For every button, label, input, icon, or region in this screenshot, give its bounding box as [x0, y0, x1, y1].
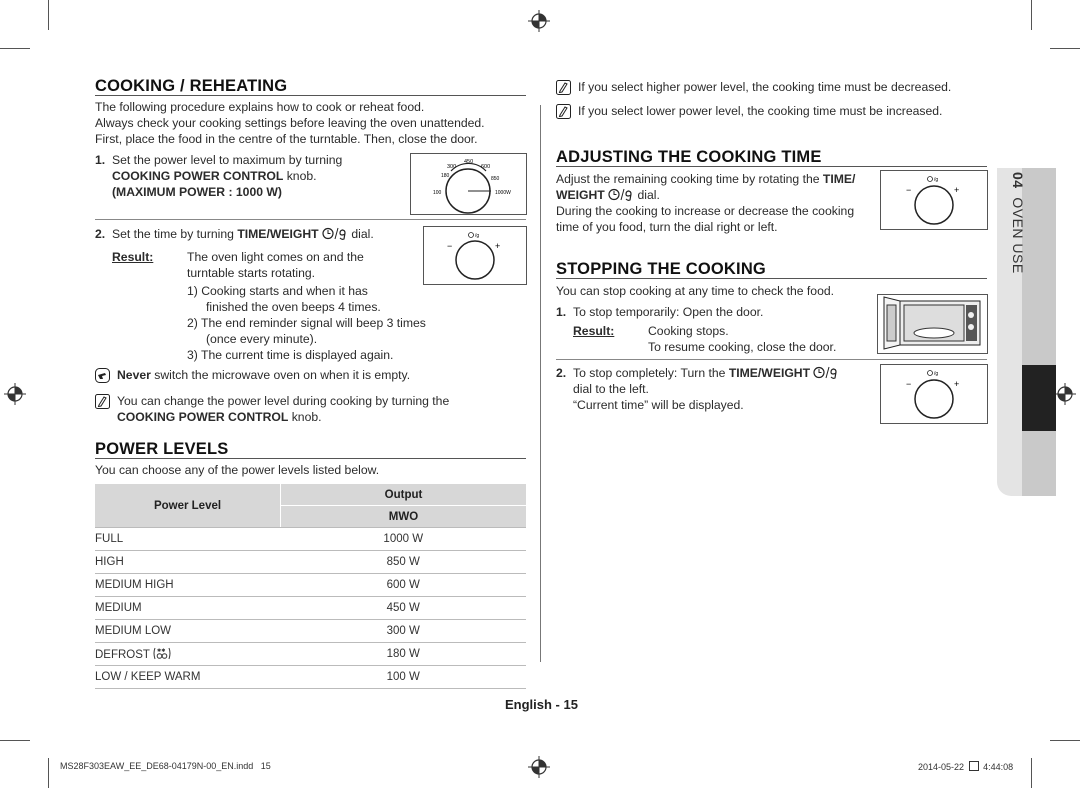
section-divider [556, 166, 987, 167]
power-level-cell: MEDIUM [95, 597, 281, 620]
step-text: To stop temporarily: Open the door. [573, 305, 764, 319]
stop-dial-figure [880, 364, 988, 424]
cooking-reheating-title: COOKING / REHEATING [95, 77, 288, 95]
adjust-dial-figure [880, 170, 988, 230]
time-text: 4:44:08 [983, 762, 1014, 772]
warning-hand-icon [95, 368, 110, 383]
crop-mark [48, 0, 49, 30]
section-divider [95, 458, 526, 459]
microwave-open-door-icon [878, 295, 987, 353]
registration-mark-icon [528, 756, 550, 778]
dial-label: 850 [491, 176, 500, 182]
power-level-cell: LOW / KEEP WARM [95, 666, 281, 689]
dial-label: 1000W [495, 190, 511, 196]
plus-label: + [954, 185, 960, 195]
registration-mark-icon [4, 383, 26, 405]
power-levels-title: POWER LEVELS [95, 440, 229, 458]
bold-text: TIME/WEIGHT [728, 366, 811, 380]
result-subitem: (once every minute). [206, 332, 318, 346]
step-number: 2. [556, 366, 567, 380]
table-row [95, 528, 526, 551]
dial-label: 100 [433, 190, 442, 196]
open-door-figure [877, 294, 988, 354]
power-knob-icon [411, 154, 526, 214]
note-text: If you select lower power level, the cooking time must be increased. [578, 104, 943, 118]
power-level-cell [95, 643, 281, 666]
note-icon [556, 104, 571, 119]
step-text: “Current time” will be displayed. [573, 398, 744, 412]
print-date [918, 761, 1013, 772]
adjust-text [556, 188, 660, 204]
result-text: To resume cooking, close the door. [648, 340, 837, 354]
step-text: dial to the left. [573, 382, 649, 396]
bold-text: TIME/ [822, 172, 856, 186]
time-weight-dial-icon [881, 365, 987, 423]
result-subitem: 1) Cooking starts and when it has [187, 284, 368, 298]
note-text: If you select higher power level, the cooking time must be decreased. [578, 80, 952, 94]
adjust-text-lead: Adjust the remaining cooking time by rotating the [556, 172, 823, 186]
page-number: English - 15 [505, 697, 578, 712]
warning-text-rest: switch the microwave oven on when it is empty. [150, 368, 411, 382]
timer-weight-icon [322, 227, 348, 240]
defrost-label: DEFROST [95, 649, 150, 661]
table-row [95, 551, 526, 574]
intro-line: First, place the food in the centre of the turntable. Then, close the door. [95, 132, 478, 146]
step-text [112, 169, 317, 185]
note-text-rest: knob. [288, 410, 322, 424]
table-row [95, 574, 526, 597]
crop-mark [1050, 48, 1080, 49]
step-text-lead: To stop completely: Turn the [573, 366, 729, 380]
bold-text: COOKING POWER CONTROL [117, 410, 289, 424]
step-divider [95, 219, 526, 220]
svg-text:/g: /g [934, 371, 939, 377]
step-text-rest: knob. [283, 169, 317, 183]
adjust-text: time of you food, turn the dial right or left. [556, 220, 778, 234]
timer-weight-icon [608, 188, 634, 201]
file-name: MS28F303EAW_EE_DE68-04179N-00_EN.indd 15 [60, 761, 271, 771]
result-text: The oven light comes on and the [187, 250, 364, 264]
chapter-number: 04 [1010, 172, 1026, 189]
result-text: Cooking stops. [648, 324, 729, 338]
chapter-tab-marker [1022, 365, 1056, 431]
registration-mark-icon [1054, 383, 1076, 405]
power-level-cell: MEDIUM HIGH [95, 574, 281, 597]
dial-label: 600 [481, 164, 491, 170]
table-row [95, 597, 526, 620]
time-weight-dial-icon [881, 171, 987, 229]
output-cell: 600 W [281, 574, 527, 597]
minus-label: − [906, 379, 912, 389]
output-cell: 450 W [281, 597, 527, 620]
crop-mark [1050, 740, 1080, 741]
table-row [95, 666, 526, 689]
column-header: MWO [281, 506, 527, 528]
step-number: 1. [95, 153, 106, 167]
dial-label: 180 [441, 173, 450, 179]
step-text [112, 227, 374, 243]
intro-line: The following procedure explains how to cook or reheat food. [95, 100, 425, 114]
power-level-cell: HIGH [95, 551, 281, 574]
power-level-cell: MEDIUM LOW [95, 620, 281, 643]
svg-text:✱✱: ✱✱ [156, 648, 166, 654]
step-number: 2. [95, 227, 106, 241]
result-text: turntable starts rotating. [187, 266, 316, 280]
plus-label: + [954, 379, 960, 389]
crop-mark [0, 48, 30, 49]
note-icon [556, 80, 571, 95]
power-dial-figure [410, 153, 527, 215]
step-text [573, 366, 839, 382]
output-cell: 180 W [281, 643, 527, 666]
bold-text: COOKING POWER CONTROL [112, 169, 284, 183]
column-header: Power Level [95, 484, 281, 528]
table-row [95, 620, 526, 643]
dial-label: 450 [464, 159, 474, 165]
step-divider [556, 359, 987, 360]
result-label: Result: [112, 250, 154, 264]
svg-text:/g: /g [934, 177, 939, 183]
stop-intro: You can stop cooking at any time to check the food. [556, 284, 835, 298]
output-cell: 300 W [281, 620, 527, 643]
crop-mark [48, 758, 49, 788]
result-subitem: 2) The end reminder signal will beep 3 times [187, 316, 426, 330]
output-cell: 1000 W [281, 528, 527, 551]
plus-label: + [495, 241, 501, 251]
note-text [117, 410, 322, 426]
column-divider [540, 105, 541, 662]
power-level-table [95, 484, 526, 689]
bold-text: Never [117, 368, 151, 382]
table-row [95, 643, 526, 666]
power-intro: You can choose any of the power levels listed below. [95, 463, 380, 477]
minus-label: − [906, 185, 912, 195]
column-header: Output [281, 484, 527, 506]
date-text: 2014-05-22 [918, 762, 965, 772]
step-text: (MAXIMUM POWER : 1000 W) [112, 185, 282, 199]
step-text: Set the power level to maximum by turning [112, 153, 343, 167]
chapter-title: OVEN USE [1010, 197, 1026, 274]
step-text-rest: dial. [347, 227, 374, 241]
time-dial-figure [423, 226, 527, 285]
result-subitem: finished the oven beeps 4 times. [206, 300, 381, 314]
note-icon [95, 394, 110, 409]
chapter-tab-strip [1022, 168, 1056, 496]
bold-text: WEIGHT [556, 188, 605, 202]
defrost-icon [153, 647, 171, 660]
step-text-lead: Set the time by turning [112, 227, 238, 241]
step-number: 1. [556, 305, 567, 319]
note-text: You can change the power level during cooking by turning the [117, 394, 450, 408]
power-level-cell: FULL [95, 528, 281, 551]
time-weight-dial-icon [424, 227, 526, 284]
adjust-text-rest: dial. [634, 188, 660, 202]
section-divider [95, 95, 526, 96]
adjusting-time-title: ADJUSTING THE COOKING TIME [556, 148, 822, 166]
crop-mark [1031, 758, 1032, 788]
section-divider [556, 278, 987, 279]
result-subitem: 3) The current time is displayed again. [187, 348, 394, 362]
timer-weight-icon [813, 366, 839, 379]
crop-mark [0, 740, 30, 741]
chapter-tab-label [1006, 172, 1026, 274]
intro-line: Always check your cooking settings before leaving the oven unattended. [95, 116, 485, 130]
ko-time-icon [969, 761, 979, 771]
adjust-text [556, 172, 855, 188]
warning-text [117, 368, 410, 384]
bold-text: TIME/WEIGHT [237, 227, 319, 241]
output-cell: 850 W [281, 551, 527, 574]
result-label: Result: [573, 324, 615, 338]
adjust-text: During the cooking to increase or decrease the cooking [556, 204, 855, 218]
registration-mark-icon [528, 10, 550, 32]
table-header-row [95, 484, 526, 506]
minus-label: − [447, 241, 453, 251]
svg-text:/g: /g [475, 233, 480, 239]
output-cell: 100 W [281, 666, 527, 689]
crop-mark [1031, 0, 1032, 30]
dial-label: 300 [447, 164, 457, 170]
stopping-cooking-title: STOPPING THE COOKING [556, 260, 766, 278]
